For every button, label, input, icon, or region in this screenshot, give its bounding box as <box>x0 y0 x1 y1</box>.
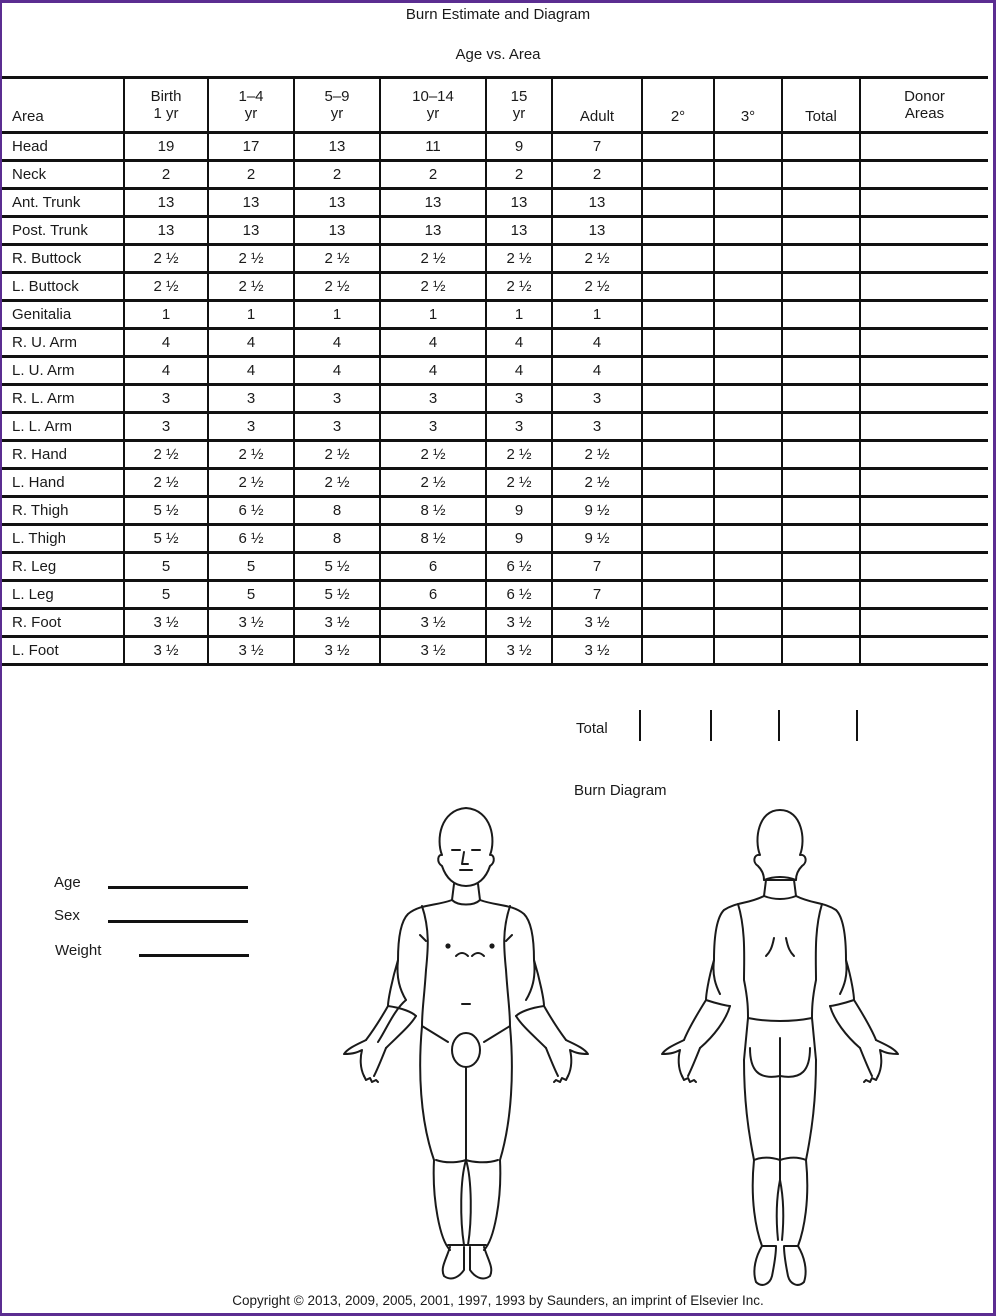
table-row <box>2 385 988 413</box>
percentage-cell: 5 ½ <box>294 581 380 609</box>
area-label: R. Leg <box>2 553 124 581</box>
row-total-input[interactable] <box>782 441 860 469</box>
percentage-cell: 1 <box>380 301 486 329</box>
second-degree-input[interactable] <box>642 581 714 609</box>
percentage-cell: 8 <box>294 525 380 553</box>
percentage-cell: 5 <box>208 581 294 609</box>
percentage-cell: 13 <box>380 189 486 217</box>
percentage-cell: 4 <box>208 357 294 385</box>
second-degree-input[interactable] <box>642 329 714 357</box>
header-10-14yr: 10–14 yr <box>380 78 486 133</box>
area-label: Post. Trunk <box>2 217 124 245</box>
table-row <box>2 497 988 525</box>
second-degree-input[interactable] <box>642 273 714 301</box>
donor-areas-input[interactable] <box>860 301 988 329</box>
row-total-input[interactable] <box>782 609 860 637</box>
percentage-cell: 2 ½ <box>552 273 642 301</box>
donor-areas-input[interactable] <box>860 133 988 161</box>
percentage-cell: 7 <box>552 133 642 161</box>
weight-label: Weight <box>55 942 102 959</box>
percentage-cell: 4 <box>124 357 208 385</box>
percentage-cell: 2 ½ <box>380 469 486 497</box>
area-label: Neck <box>2 161 124 189</box>
header-total: Total <box>782 78 860 133</box>
row-total-input[interactable] <box>782 301 860 329</box>
percentage-cell: 13 <box>294 217 380 245</box>
percentage-cell: 3 <box>208 385 294 413</box>
percentage-cell: 9 <box>486 525 552 553</box>
second-degree-input[interactable] <box>642 385 714 413</box>
header-2nd-degree: 2° <box>642 78 714 133</box>
copyright-notice: Copyright © 2013, 2009, 2005, 2001, 1997, 1993 by Saunders, an imprint of Elsevier Inc. <box>232 1293 764 1308</box>
third-degree-input[interactable] <box>714 581 782 609</box>
third-degree-input[interactable] <box>714 217 782 245</box>
percentage-cell: 3 <box>124 385 208 413</box>
percentage-cell: 4 <box>294 357 380 385</box>
grand-total-row <box>0 710 996 742</box>
document-title: Burn Estimate and Diagram <box>405 6 591 23</box>
area-label: Head <box>2 133 124 161</box>
percentage-cell: 4 <box>380 329 486 357</box>
percentage-cell: 6 ½ <box>208 525 294 553</box>
second-degree-input[interactable] <box>642 441 714 469</box>
percentage-cell: 6 <box>380 553 486 581</box>
table-header-row <box>2 78 988 133</box>
percentage-cell: 2 <box>380 161 486 189</box>
donor-areas-input[interactable] <box>860 385 988 413</box>
donor-areas-input[interactable] <box>860 413 988 441</box>
area-label: L. U. Arm <box>2 357 124 385</box>
third-degree-input[interactable] <box>714 637 782 665</box>
table-row <box>2 273 988 301</box>
donor-areas-input[interactable] <box>860 329 988 357</box>
percentage-cell: 2 <box>208 161 294 189</box>
table-row <box>2 301 988 329</box>
table-row <box>2 553 988 581</box>
donor-areas-input[interactable] <box>860 609 988 637</box>
area-label: R. Thigh <box>2 497 124 525</box>
divider <box>639 710 641 741</box>
donor-areas-input[interactable] <box>860 581 988 609</box>
percentage-cell: 9 <box>486 497 552 525</box>
header-birth-1yr: Birth 1 yr <box>124 78 208 133</box>
percentage-cell: 2 <box>552 161 642 189</box>
percentage-cell: 2 ½ <box>380 441 486 469</box>
percentage-cell: 3 ½ <box>294 637 380 665</box>
age-label: Age <box>54 874 81 891</box>
third-degree-input[interactable] <box>714 525 782 553</box>
second-degree-input[interactable] <box>642 469 714 497</box>
table-subtitle: Age vs. Area <box>455 46 541 63</box>
percentage-cell: 3 <box>294 385 380 413</box>
third-degree-input[interactable] <box>714 189 782 217</box>
percentage-cell: 2 <box>124 161 208 189</box>
table-row <box>2 525 988 553</box>
third-degree-input[interactable] <box>714 469 782 497</box>
row-total-input[interactable] <box>782 497 860 525</box>
percentage-cell: 3 <box>552 385 642 413</box>
area-label: R. Buttock <box>2 245 124 273</box>
donor-areas-input[interactable] <box>860 189 988 217</box>
row-total-input[interactable] <box>782 525 860 553</box>
table-row <box>2 245 988 273</box>
percentage-cell: 2 ½ <box>486 273 552 301</box>
second-degree-input[interactable] <box>642 357 714 385</box>
percentage-cell: 3 ½ <box>294 609 380 637</box>
table-row <box>2 637 988 665</box>
percentage-cell: 4 <box>124 329 208 357</box>
donor-areas-input[interactable] <box>860 497 988 525</box>
percentage-cell: 3 <box>208 413 294 441</box>
second-degree-input[interactable] <box>642 609 714 637</box>
percentage-cell: 3 ½ <box>552 637 642 665</box>
weight-field[interactable] <box>139 954 249 957</box>
percentage-cell: 4 <box>380 357 486 385</box>
row-total-input[interactable] <box>782 469 860 497</box>
percentage-cell: 3 <box>486 385 552 413</box>
second-degree-input[interactable] <box>642 161 714 189</box>
table-row <box>2 189 988 217</box>
percentage-cell: 13 <box>124 217 208 245</box>
burn-diagram-title: Burn Diagram <box>574 782 667 799</box>
table-row <box>2 357 988 385</box>
percentage-cell: 3 <box>552 413 642 441</box>
percentage-cell: 13 <box>380 217 486 245</box>
percentage-cell: 4 <box>486 329 552 357</box>
percentage-cell: 13 <box>294 189 380 217</box>
row-total-input[interactable] <box>782 245 860 273</box>
anterior-body-figure[interactable] <box>336 800 596 1286</box>
percentage-cell: 2 ½ <box>380 273 486 301</box>
header-5-9yr: 5–9 yr <box>294 78 380 133</box>
third-degree-input[interactable] <box>714 553 782 581</box>
percentage-cell: 3 ½ <box>380 609 486 637</box>
header-adult: Adult <box>552 78 642 133</box>
second-degree-input[interactable] <box>642 553 714 581</box>
row-total-input[interactable] <box>782 133 860 161</box>
table-row <box>2 161 988 189</box>
percentage-cell: 1 <box>124 301 208 329</box>
table-row <box>2 413 988 441</box>
donor-areas-input[interactable] <box>860 469 988 497</box>
second-degree-input[interactable] <box>642 413 714 441</box>
percentage-cell: 3 ½ <box>208 609 294 637</box>
percentage-cell: 2 ½ <box>294 273 380 301</box>
percentage-cell: 2 ½ <box>294 441 380 469</box>
table-row <box>2 217 988 245</box>
grand-total-label: Total <box>576 720 608 737</box>
donor-areas-input[interactable] <box>860 217 988 245</box>
second-degree-input[interactable] <box>642 497 714 525</box>
percentage-cell: 4 <box>552 329 642 357</box>
percentage-cell: 8 ½ <box>380 525 486 553</box>
percentage-cell: 3 ½ <box>380 637 486 665</box>
burn-estimate-table <box>2 76 988 666</box>
percentage-cell: 5 <box>124 581 208 609</box>
percentage-cell: 2 ½ <box>486 441 552 469</box>
table-row <box>2 609 988 637</box>
percentage-cell: 3 ½ <box>124 609 208 637</box>
percentage-cell: 3 ½ <box>486 637 552 665</box>
second-degree-input[interactable] <box>642 245 714 273</box>
third-degree-input[interactable] <box>714 441 782 469</box>
percentage-cell: 13 <box>552 217 642 245</box>
percentage-cell: 7 <box>552 581 642 609</box>
percentage-cell: 4 <box>208 329 294 357</box>
percentage-cell: 2 ½ <box>294 469 380 497</box>
divider <box>710 710 712 741</box>
percentage-cell: 1 <box>552 301 642 329</box>
percentage-cell: 19 <box>124 133 208 161</box>
second-degree-input[interactable] <box>642 301 714 329</box>
area-label: L. Hand <box>2 469 124 497</box>
percentage-cell: 6 <box>380 581 486 609</box>
percentage-cell: 5 ½ <box>294 553 380 581</box>
percentage-cell: 1 <box>208 301 294 329</box>
percentage-cell: 3 ½ <box>208 637 294 665</box>
percentage-cell: 2 ½ <box>208 273 294 301</box>
row-total-input[interactable] <box>782 273 860 301</box>
donor-areas-input[interactable] <box>860 553 988 581</box>
sex-label: Sex <box>54 907 80 924</box>
area-label: Genitalia <box>2 301 124 329</box>
donor-areas-input[interactable] <box>860 441 988 469</box>
table-row <box>2 441 988 469</box>
percentage-cell: 11 <box>380 133 486 161</box>
third-degree-input[interactable] <box>714 161 782 189</box>
area-label: R. L. Arm <box>2 385 124 413</box>
percentage-cell: 8 <box>294 497 380 525</box>
area-label: L. Leg <box>2 581 124 609</box>
percentage-cell: 2 ½ <box>486 469 552 497</box>
percentage-cell: 3 <box>124 413 208 441</box>
percentage-cell: 2 ½ <box>294 245 380 273</box>
percentage-cell: 6 ½ <box>486 581 552 609</box>
second-degree-input[interactable] <box>642 189 714 217</box>
percentage-cell: 2 ½ <box>380 245 486 273</box>
sex-field[interactable] <box>108 920 248 923</box>
percentage-cell: 2 ½ <box>552 441 642 469</box>
percentage-cell: 5 <box>124 553 208 581</box>
area-label: R. Foot <box>2 609 124 637</box>
third-degree-input[interactable] <box>714 329 782 357</box>
percentage-cell: 4 <box>552 357 642 385</box>
row-total-input[interactable] <box>782 637 860 665</box>
percentage-cell: 5 ½ <box>124 525 208 553</box>
percentage-cell: 2 <box>486 161 552 189</box>
percentage-cell: 2 ½ <box>552 469 642 497</box>
area-label: L. Foot <box>2 637 124 665</box>
percentage-cell: 1 <box>486 301 552 329</box>
percentage-cell: 4 <box>486 357 552 385</box>
row-total-input[interactable] <box>782 357 860 385</box>
percentage-cell: 13 <box>552 189 642 217</box>
third-degree-input[interactable] <box>714 301 782 329</box>
percentage-cell: 17 <box>208 133 294 161</box>
percentage-cell: 5 ½ <box>124 497 208 525</box>
table-row <box>2 329 988 357</box>
row-total-input[interactable] <box>782 385 860 413</box>
third-degree-input[interactable] <box>714 497 782 525</box>
second-degree-input[interactable] <box>642 525 714 553</box>
percentage-cell: 13 <box>294 133 380 161</box>
third-degree-input[interactable] <box>714 385 782 413</box>
third-degree-input[interactable] <box>714 609 782 637</box>
percentage-cell: 2 ½ <box>124 469 208 497</box>
donor-areas-input[interactable] <box>860 245 988 273</box>
age-field[interactable] <box>108 886 248 889</box>
percentage-cell: 2 ½ <box>208 469 294 497</box>
percentage-cell: 8 ½ <box>380 497 486 525</box>
donor-areas-input[interactable] <box>860 273 988 301</box>
area-label: L. L. Arm <box>2 413 124 441</box>
table-row <box>2 133 988 161</box>
third-degree-input[interactable] <box>714 273 782 301</box>
row-total-input[interactable] <box>782 581 860 609</box>
percentage-cell: 1 <box>294 301 380 329</box>
percentage-cell: 2 ½ <box>124 273 208 301</box>
donor-areas-input[interactable] <box>860 525 988 553</box>
percentage-cell: 5 <box>208 553 294 581</box>
header-donor-areas: Donor Areas <box>860 78 988 133</box>
area-label: L. Thigh <box>2 525 124 553</box>
area-label: Ant. Trunk <box>2 189 124 217</box>
percentage-cell: 13 <box>486 189 552 217</box>
percentage-cell: 9 ½ <box>552 497 642 525</box>
row-total-input[interactable] <box>782 189 860 217</box>
divider <box>778 710 780 741</box>
percentage-cell: 3 ½ <box>124 637 208 665</box>
percentage-cell: 2 ½ <box>124 245 208 273</box>
percentage-cell: 2 ½ <box>208 441 294 469</box>
row-total-input[interactable] <box>782 217 860 245</box>
donor-areas-input[interactable] <box>860 161 988 189</box>
third-degree-input[interactable] <box>714 133 782 161</box>
percentage-cell: 9 ½ <box>552 525 642 553</box>
table-row <box>2 469 988 497</box>
donor-areas-input[interactable] <box>860 357 988 385</box>
percentage-cell: 4 <box>294 329 380 357</box>
divider <box>856 710 858 741</box>
percentage-cell: 6 ½ <box>486 553 552 581</box>
second-degree-input[interactable] <box>642 133 714 161</box>
percentage-cell: 3 ½ <box>486 609 552 637</box>
header-15yr: 15 yr <box>486 78 552 133</box>
row-total-input[interactable] <box>782 329 860 357</box>
percentage-cell: 2 ½ <box>486 245 552 273</box>
percentage-cell: 9 <box>486 133 552 161</box>
percentage-cell: 3 ½ <box>552 609 642 637</box>
percentage-cell: 13 <box>486 217 552 245</box>
percentage-cell: 2 <box>294 161 380 189</box>
third-degree-input[interactable] <box>714 413 782 441</box>
header-1-4yr: 1–4 yr <box>208 78 294 133</box>
percentage-cell: 2 ½ <box>208 245 294 273</box>
table-row <box>2 581 988 609</box>
area-label: R. U. Arm <box>2 329 124 357</box>
second-degree-input[interactable] <box>642 637 714 665</box>
percentage-cell: 2 ½ <box>552 245 642 273</box>
percentage-cell: 7 <box>552 553 642 581</box>
posterior-body-figure[interactable] <box>648 800 908 1286</box>
percentage-cell: 3 <box>294 413 380 441</box>
percentage-cell: 3 <box>486 413 552 441</box>
third-degree-input[interactable] <box>714 245 782 273</box>
percentage-cell: 3 <box>380 385 486 413</box>
percentage-cell: 3 <box>380 413 486 441</box>
row-total-input[interactable] <box>782 161 860 189</box>
percentage-cell: 13 <box>208 217 294 245</box>
second-degree-input[interactable] <box>642 217 714 245</box>
row-total-input[interactable] <box>782 553 860 581</box>
header-area: Area <box>2 78 124 133</box>
row-total-input[interactable] <box>782 413 860 441</box>
area-label: L. Buttock <box>2 273 124 301</box>
donor-areas-input[interactable] <box>860 637 988 665</box>
third-degree-input[interactable] <box>714 357 782 385</box>
header-3rd-degree: 3° <box>714 78 782 133</box>
area-label: R. Hand <box>2 441 124 469</box>
percentage-cell: 6 ½ <box>208 497 294 525</box>
percentage-cell: 13 <box>208 189 294 217</box>
percentage-cell: 2 ½ <box>124 441 208 469</box>
percentage-cell: 13 <box>124 189 208 217</box>
